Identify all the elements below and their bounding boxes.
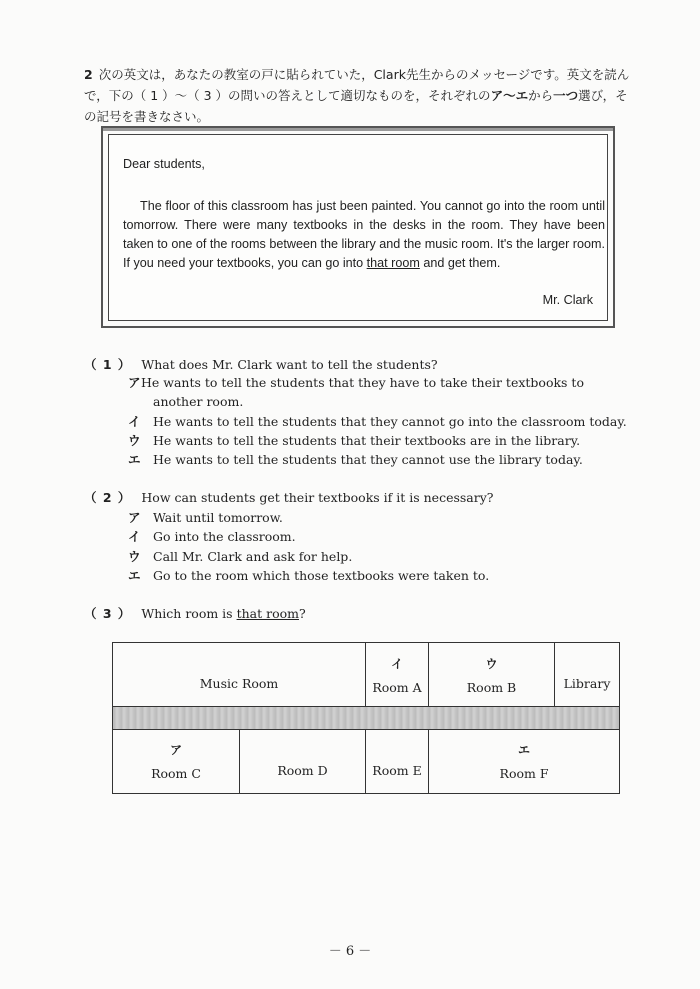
room-f-key: エ: [518, 743, 531, 758]
message-signature: Mr. Clark: [542, 293, 593, 307]
question-1-number: （ 1 ）: [84, 357, 132, 372]
room-d-label: Room D: [277, 762, 328, 778]
instructions-bold-a: ア〜エ: [490, 88, 529, 103]
q1-option-d: [128, 450, 633, 469]
map-room-f: [429, 729, 620, 793]
room-f-label: Room F: [499, 766, 549, 782]
room-a-label: Room A: [372, 679, 422, 695]
room-e-label: Room E: [372, 762, 422, 778]
floor-map: [112, 642, 620, 794]
q1-option-c-text: He wants to tell the students that their textbooks are in the library.: [153, 432, 581, 448]
question-2: [84, 488, 494, 506]
q2-option-b-text: Go into the classroom.: [153, 529, 296, 545]
music-room-label: Music Room: [199, 676, 279, 692]
q2-option-b: [128, 527, 633, 546]
map-hallway: [113, 707, 620, 729]
q2-option-d-text: Go to the room which those textbooks were taken to.: [153, 567, 490, 583]
q2-option-b-key: イ: [128, 529, 141, 545]
question-1-options: [128, 373, 633, 469]
map-room-b: [429, 643, 555, 707]
instructions-text-a: 次の英文は，あなたの教室の戸に貼られていた，Clark先生からのメッセージです。英文を読んで，下の（ 1 ）〜（ 3 ）の問いの答えとして適切なものを，それぞれの: [84, 67, 630, 103]
q1-option-b-text: He wants to tell the students that they cannot go into the classroom today.: [153, 413, 627, 429]
message-box: [108, 134, 608, 321]
question-3-end: ?: [298, 606, 306, 621]
map-room-d: [240, 729, 366, 793]
question-2-text: How can students get their textbooks if it is necessary?: [141, 490, 494, 505]
message-body: [123, 197, 605, 273]
q2-option-d-key: エ: [128, 567, 141, 583]
q1-option-c: [128, 431, 633, 450]
message-that-room: that room: [366, 256, 420, 270]
question-3-that-room: that room: [236, 606, 299, 621]
question-2-number: （ 2 ）: [84, 490, 132, 505]
map-music-room: [113, 643, 366, 707]
q1-option-a-text: He wants to tell the students that they have to take their textbooks to another room.: [141, 375, 584, 410]
q1-option-a: [128, 373, 633, 412]
message-body-text: The floor of this classroom has just been painted. You cannot go into the room until tomorrow. There were many textbooks in the desks in the room. They have been taken to one of the rooms between the library and the music room. It's the larger room. If you need your textbooks, you can go into: [123, 199, 605, 270]
room-c-key: ア: [169, 743, 182, 758]
map-room-e: [366, 729, 429, 793]
instructions-text-c: 選び，その記号を書きなさい。: [84, 88, 628, 124]
question-number: 2: [84, 67, 93, 82]
message-body-end: and get them.: [419, 256, 501, 270]
q2-option-a-key: ア: [128, 510, 141, 525]
q1-option-c-key: ウ: [128, 432, 141, 448]
q2-option-c-text: Call Mr. Clark and ask for help.: [153, 548, 353, 564]
map-library: [555, 643, 620, 707]
room-b-key: ウ: [485, 656, 498, 671]
instructions: [84, 64, 636, 127]
room-c-label: Room C: [151, 766, 201, 782]
message-frame: [101, 126, 615, 328]
q1-option-b: [128, 412, 633, 431]
q2-option-c: [128, 547, 633, 566]
q1-option-d-key: エ: [128, 452, 141, 468]
instructions-text-b: から: [528, 88, 554, 103]
q1-option-a-key: ア: [128, 375, 141, 390]
q2-option-a-text: Wait until tomorrow.: [153, 510, 283, 525]
q2-option-d: [128, 566, 633, 585]
library-label: Library: [563, 676, 611, 692]
question-2-options: [128, 508, 633, 585]
message-greeting: Dear students,: [123, 157, 205, 171]
map-room-a: [366, 643, 429, 707]
question-1-text: What does Mr. Clark want to tell the students?: [141, 357, 438, 372]
q1-option-d-text: He wants to tell the students that they cannot use the library today.: [153, 452, 583, 468]
q2-option-c-key: ウ: [128, 548, 141, 564]
map-room-c: [113, 729, 240, 793]
room-b-label: Room B: [466, 679, 517, 695]
q2-option-a: [128, 508, 633, 527]
page-number: － 6 －: [328, 944, 372, 959]
question-3-text: Which room is: [141, 606, 237, 621]
q1-option-b-key: イ: [128, 413, 141, 429]
question-3-number: （ 3 ）: [84, 606, 132, 621]
instructions-bold-b: 一つ: [553, 88, 579, 103]
question-1: [84, 355, 438, 373]
room-a-key: イ: [391, 656, 404, 671]
question-3: [84, 604, 306, 622]
